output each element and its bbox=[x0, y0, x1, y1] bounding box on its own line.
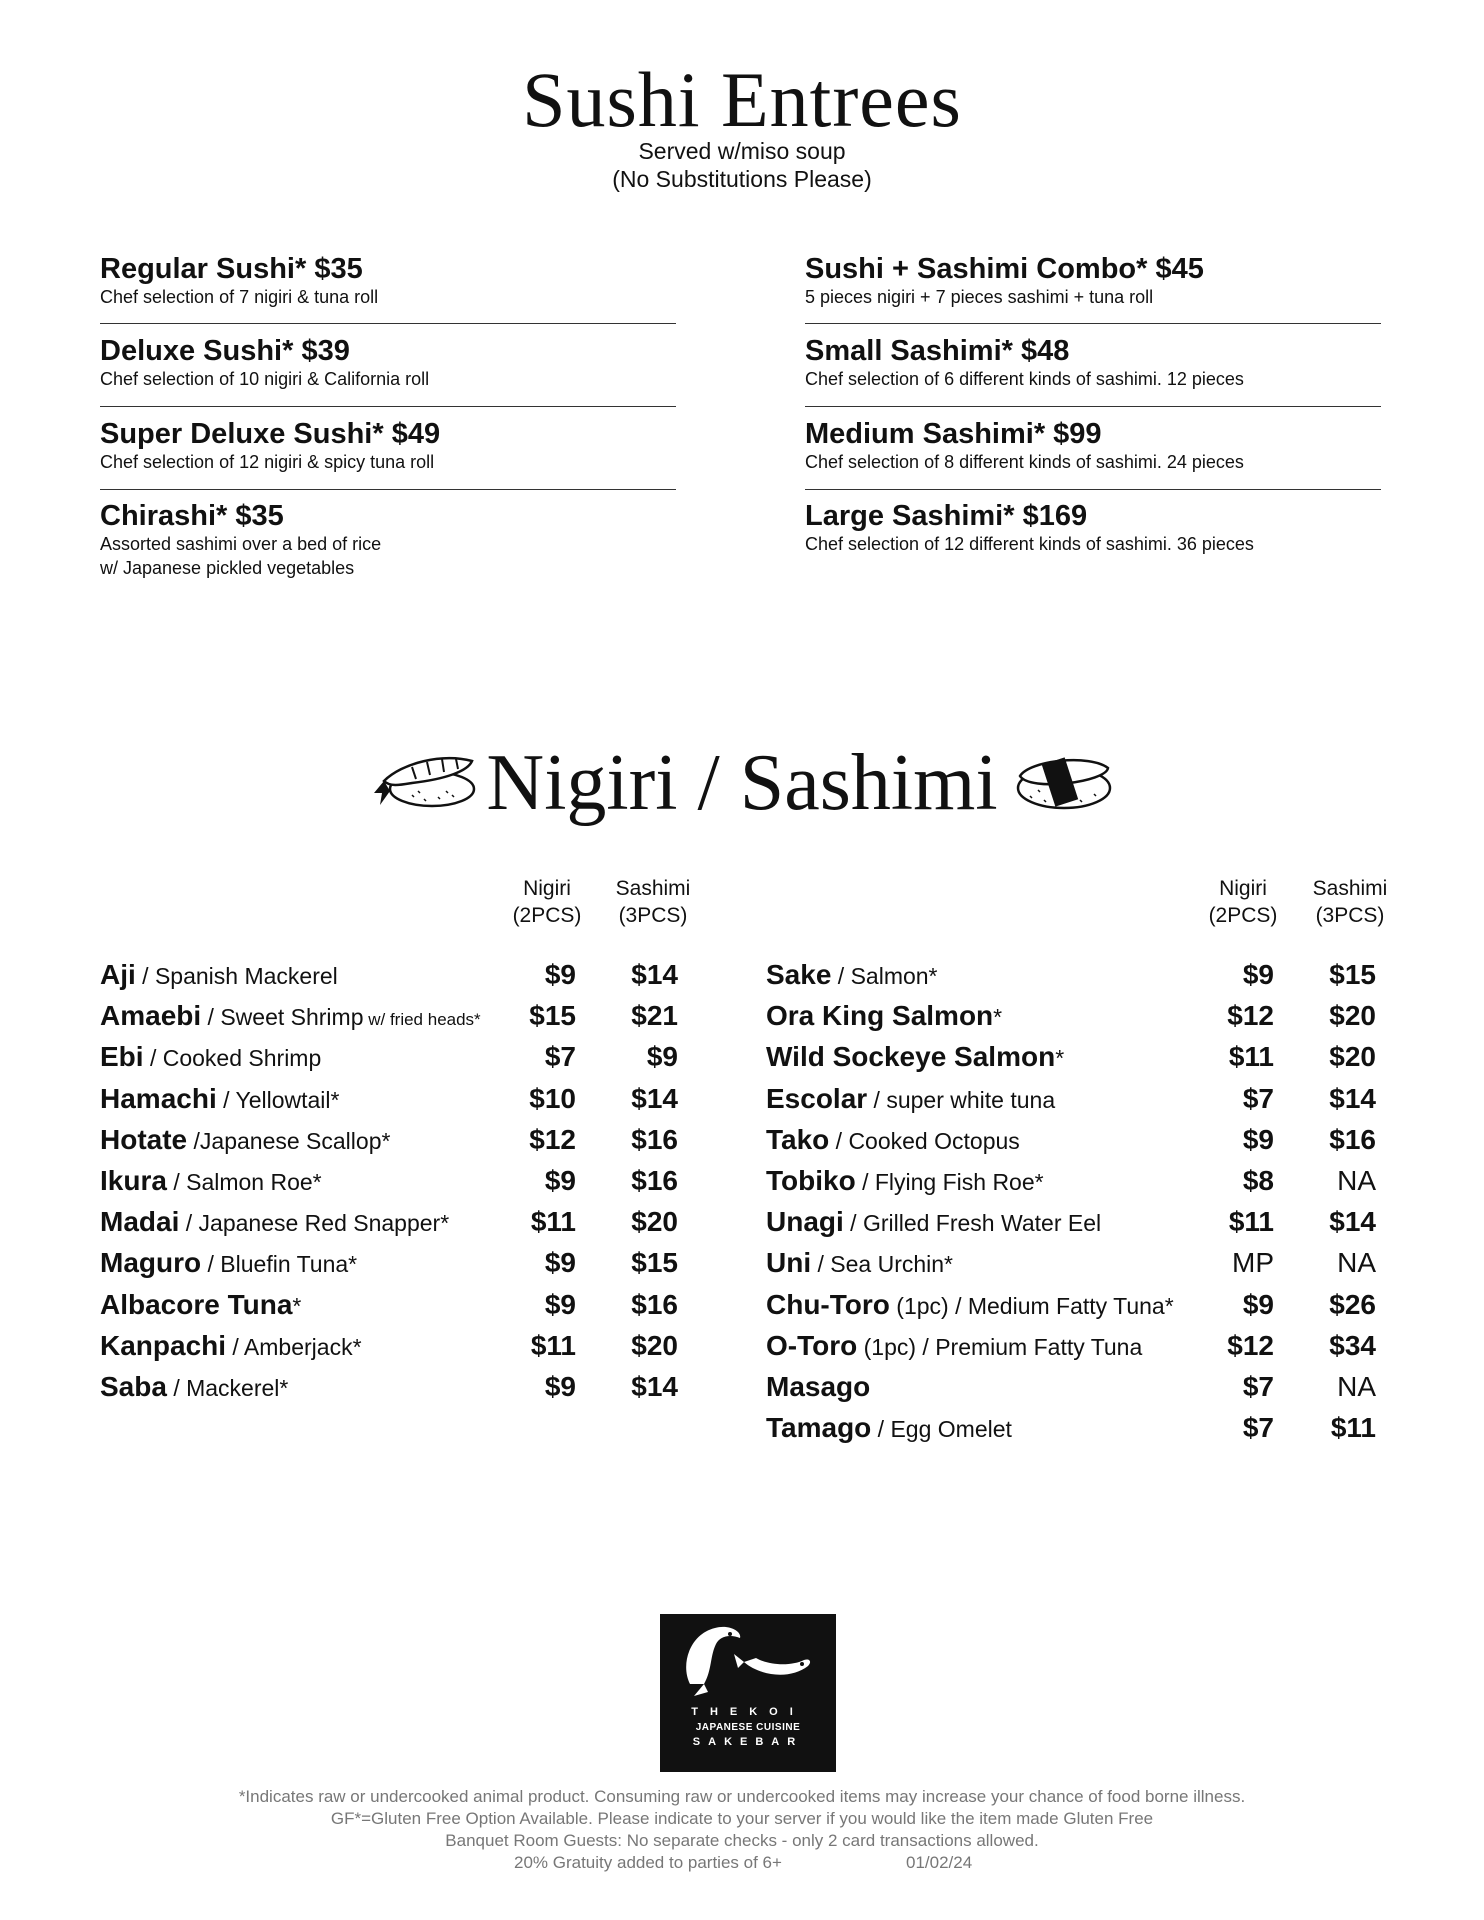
menu-item-row bbox=[766, 1410, 1012, 1446]
nigiri-price: $11 bbox=[530, 1206, 576, 1237]
nigiri-price: $12 bbox=[529, 1124, 576, 1155]
fish-name: Ikura bbox=[100, 1165, 167, 1196]
nigiri-price: $12 bbox=[1227, 1330, 1274, 1361]
fish-description: / Cooked Shrimp bbox=[143, 1045, 322, 1071]
sashimi-price: $15 bbox=[1329, 959, 1376, 990]
fish-description: / Spanish Mackerel bbox=[135, 963, 338, 989]
nigiri-price: $9 bbox=[1242, 1289, 1274, 1320]
nigiri-price: $10 bbox=[529, 1083, 576, 1114]
column-header-label: Sashimi bbox=[1312, 877, 1388, 900]
fish-description: / Salmon* bbox=[831, 963, 938, 989]
entrees-subtitle: Served w/miso soup bbox=[638, 138, 846, 164]
column-header-pieces: (3PCS) bbox=[1315, 904, 1385, 927]
divider bbox=[100, 489, 676, 490]
entree-item bbox=[100, 418, 676, 486]
entree-item bbox=[805, 418, 1381, 486]
fish-name: Saba bbox=[100, 1371, 167, 1402]
section-title: Nigiri / Sashimi bbox=[486, 739, 998, 827]
fish-name: Chu-Toro bbox=[766, 1289, 890, 1320]
sashimi-price: $20 bbox=[1329, 1041, 1376, 1072]
menu-item-row bbox=[766, 998, 1002, 1034]
sashimi-price: $16 bbox=[631, 1289, 678, 1320]
column-header-pieces: (2PCS) bbox=[512, 904, 582, 927]
fish-description: / Sea Urchin* bbox=[811, 1251, 954, 1277]
sashimi-price: NA bbox=[1337, 1247, 1376, 1278]
logo-text: THEKOI bbox=[691, 1706, 805, 1718]
entree-name: Regular Sushi* $35 bbox=[100, 253, 363, 285]
sashimi-price: $9 bbox=[646, 1041, 678, 1072]
fish-description: / Bluefin Tuna* bbox=[201, 1251, 358, 1277]
sashimi-price: $14 bbox=[631, 1083, 678, 1114]
divider bbox=[805, 323, 1381, 324]
sashimi-price: $11 bbox=[1330, 1412, 1376, 1443]
column-header-nigiri bbox=[1198, 875, 1288, 929]
nigiri-price: $9 bbox=[544, 1371, 576, 1402]
koi-fish-icon bbox=[660, 1614, 836, 1704]
fish-description: (1pc) / Medium Fatty Tuna* bbox=[889, 1293, 1174, 1319]
nigiri-price: $7 bbox=[1242, 1412, 1274, 1443]
sashimi-price: $34 bbox=[1329, 1330, 1376, 1361]
sashimi-price: $16 bbox=[631, 1124, 678, 1155]
entree-name: Small Sashimi* $48 bbox=[805, 335, 1070, 367]
menu-item-row bbox=[766, 1369, 870, 1405]
entree-item bbox=[805, 335, 1381, 403]
fish-name: Tobiko bbox=[766, 1165, 856, 1196]
fish-name: Unagi bbox=[766, 1206, 844, 1237]
menu-item-row bbox=[766, 1328, 1142, 1364]
column-header-pieces: (2PCS) bbox=[1208, 904, 1278, 927]
footer-banquet-note: Banquet Room Guests: No separate checks - only 2 card transactions allowed. bbox=[445, 1831, 1039, 1850]
entree-name: Large Sashimi* $169 bbox=[805, 500, 1088, 532]
menu-item-row bbox=[766, 1122, 1020, 1158]
menu-item-row bbox=[766, 1287, 1174, 1323]
fish-name: Hotate bbox=[100, 1124, 188, 1155]
menu-item-row bbox=[766, 1204, 1101, 1240]
fish-name: Maguro bbox=[100, 1247, 202, 1278]
entree-desc: 5 pieces nigiri + 7 pieces sashimi + tuna roll bbox=[805, 287, 1154, 307]
menu-item-row bbox=[100, 1369, 288, 1405]
fish-name: Wild Sockeye Salmon bbox=[766, 1041, 1056, 1072]
fish-name: Aji bbox=[100, 959, 136, 990]
sashimi-price: $16 bbox=[631, 1165, 678, 1196]
menu-item-row bbox=[766, 1245, 953, 1281]
nigiri-price: $12 bbox=[1227, 1000, 1274, 1031]
fish-description: / Cooked Octopus bbox=[829, 1128, 1020, 1154]
fish-description: * bbox=[993, 1004, 1003, 1030]
fish-description: * bbox=[1055, 1045, 1065, 1071]
entree-desc: Chef selection of 12 nigiri & spicy tuna roll bbox=[100, 452, 435, 472]
sashimi-price: NA bbox=[1337, 1165, 1376, 1196]
fish-description: / Japanese Red Snapper* bbox=[179, 1210, 450, 1236]
menu-item-row bbox=[100, 1163, 322, 1199]
menu-item-row bbox=[100, 1245, 357, 1281]
sashimi-price: $16 bbox=[1329, 1124, 1376, 1155]
fish-name: Hamachi bbox=[100, 1083, 217, 1114]
fish-description: / Flying Fish Roe* bbox=[855, 1169, 1044, 1195]
nigiri-price: $7 bbox=[1242, 1083, 1274, 1114]
logo-text: JAPANESE CUISINE bbox=[695, 1722, 801, 1733]
entree-item bbox=[100, 500, 676, 580]
menu-item-row bbox=[100, 1328, 362, 1364]
divider bbox=[100, 323, 676, 324]
menu-item-row bbox=[766, 1081, 1055, 1117]
nigiri-price: $7 bbox=[1242, 1371, 1274, 1402]
fish-description: / Amberjack* bbox=[226, 1334, 362, 1360]
column-header-sashimi bbox=[1305, 875, 1395, 929]
column-header-label: Nigiri bbox=[523, 877, 571, 900]
entree-name: Deluxe Sushi* $39 bbox=[100, 335, 350, 367]
fish-name: Tako bbox=[766, 1124, 830, 1155]
divider bbox=[805, 489, 1381, 490]
entree-name: Chirashi* $35 bbox=[100, 500, 284, 532]
entree-item bbox=[100, 335, 676, 403]
fish-name: Tamago bbox=[766, 1412, 872, 1443]
entree-desc: Chef selection of 8 different kinds of sashimi. 24 pieces bbox=[805, 452, 1244, 472]
sashimi-price: $20 bbox=[631, 1330, 678, 1361]
fish-description: / super white tuna bbox=[867, 1087, 1056, 1113]
divider bbox=[805, 406, 1381, 407]
entree-name: Medium Sashimi* $99 bbox=[805, 418, 1102, 450]
column-header-nigiri bbox=[502, 875, 592, 929]
sashimi-price: $14 bbox=[631, 959, 678, 990]
menu-item-row bbox=[100, 1039, 321, 1075]
menu-item-row bbox=[100, 1287, 301, 1323]
sashimi-price: $26 bbox=[1329, 1289, 1376, 1320]
nigiri-price: $9 bbox=[1242, 1124, 1274, 1155]
fish-name: Uni bbox=[766, 1247, 812, 1278]
column-header-sashimi bbox=[608, 875, 698, 929]
entree-name: Sushi + Sashimi Combo* $45 bbox=[805, 253, 1204, 285]
fish-description: / Egg Omelet bbox=[871, 1416, 1012, 1442]
restaurant-logo bbox=[660, 1614, 836, 1772]
fish-description: * bbox=[292, 1293, 302, 1319]
nigiri-price: $9 bbox=[544, 1289, 576, 1320]
nigiri-price: $8 bbox=[1242, 1165, 1274, 1196]
fish-note: w/ fried heads* bbox=[363, 1010, 481, 1029]
sashimi-price: $14 bbox=[631, 1371, 678, 1402]
fish-description: /Japanese Scallop* bbox=[187, 1128, 391, 1154]
nigiri-price: MP bbox=[1232, 1247, 1274, 1278]
fish-name: Sake bbox=[766, 959, 832, 990]
nigiri-price: $11 bbox=[1228, 1206, 1274, 1237]
footer-disclaimer: *Indicates raw or undercooked animal product. Consuming raw or undercooked items may increase your chance of food borne illness. bbox=[238, 1787, 1246, 1806]
sashimi-price: $15 bbox=[631, 1247, 678, 1278]
menu-item-row bbox=[100, 1122, 390, 1158]
footer-gratuity-note: 20% Gratuity added to parties of 6+ bbox=[514, 1853, 782, 1872]
page-title: Sushi Entrees bbox=[522, 56, 962, 143]
sashimi-price: $14 bbox=[1329, 1083, 1376, 1114]
fish-name: Amaebi bbox=[100, 1000, 202, 1031]
entree-name: Super Deluxe Sushi* $49 bbox=[100, 418, 441, 450]
entree-desc: Chef selection of 10 nigiri & California roll bbox=[100, 369, 430, 389]
entree-item bbox=[805, 253, 1381, 321]
fish-name: Albacore Tuna bbox=[100, 1289, 293, 1320]
footer-date: 01/02/24 bbox=[906, 1853, 973, 1872]
column-header-pieces: (3PCS) bbox=[618, 904, 688, 927]
divider bbox=[100, 406, 676, 407]
column-header-label: Nigiri bbox=[1219, 877, 1267, 900]
sashimi-price: $20 bbox=[1329, 1000, 1376, 1031]
fish-name: Ebi bbox=[100, 1041, 144, 1072]
fish-description: / Yellowtail* bbox=[216, 1087, 340, 1113]
menu-item-row bbox=[100, 1081, 339, 1117]
fish-name: Escolar bbox=[766, 1083, 868, 1114]
sashimi-price: NA bbox=[1337, 1371, 1376, 1402]
fish-name: Madai bbox=[100, 1206, 180, 1237]
menu-item-row bbox=[100, 998, 481, 1034]
sashimi-price: $14 bbox=[1329, 1206, 1376, 1237]
logo-text: SAKEBAR bbox=[692, 1736, 804, 1748]
entree-item bbox=[805, 500, 1381, 568]
fish-name: Ora King Salmon bbox=[766, 1000, 994, 1031]
menu-item-row bbox=[766, 1039, 1064, 1075]
nigiri-price: $11 bbox=[1228, 1041, 1274, 1072]
fish-description: / Grilled Fresh Water Eel bbox=[843, 1210, 1102, 1236]
sashimi-price: $20 bbox=[631, 1206, 678, 1237]
fish-description: (1pc) / Premium Fatty Tuna bbox=[857, 1334, 1143, 1360]
fish-description: / Mackerel* bbox=[166, 1375, 289, 1401]
nigiri-price: $9 bbox=[544, 1165, 576, 1196]
entree-desc: Chef selection of 7 nigiri & tuna roll bbox=[100, 287, 379, 307]
entree-desc: Chef selection of 12 different kinds of sashimi. 36 pieces bbox=[805, 534, 1254, 554]
menu-item-row bbox=[100, 957, 338, 993]
nigiri-price: $9 bbox=[544, 959, 576, 990]
footer-gluten-note: GF*=Gluten Free Option Available. Please indicate to your server if you would like the item made Gluten Free bbox=[330, 1809, 1154, 1828]
menu-item-row bbox=[100, 1204, 449, 1240]
entree-item bbox=[100, 253, 676, 321]
fish-name: Kanpachi bbox=[100, 1330, 227, 1361]
entree-desc: Chef selection of 6 different kinds of sashimi. 12 pieces bbox=[805, 369, 1244, 389]
menu-item-row bbox=[766, 957, 938, 993]
nigiri-price: $11 bbox=[530, 1330, 576, 1361]
entree-desc: Assorted sashimi over a bed of rice w/ Japanese pickled vegetables bbox=[100, 534, 382, 578]
fish-name: O-Toro bbox=[766, 1330, 858, 1361]
nigiri-price: $9 bbox=[1242, 959, 1274, 990]
sashimi-price: $21 bbox=[631, 1000, 678, 1031]
tamago-nigiri-icon bbox=[1010, 752, 1114, 812]
fish-description: / Salmon Roe* bbox=[166, 1169, 322, 1195]
menu-item-row bbox=[766, 1163, 1044, 1199]
nigiri-price: $15 bbox=[529, 1000, 576, 1031]
fish-description: / Sweet Shrimp bbox=[201, 1004, 364, 1030]
column-header-label: Sashimi bbox=[615, 877, 691, 900]
nigiri-price: $9 bbox=[544, 1247, 576, 1278]
fish-name: Masago bbox=[766, 1371, 871, 1402]
nigiri-price: $7 bbox=[544, 1041, 576, 1072]
entrees-note: (No Substitutions Please) bbox=[612, 166, 872, 192]
